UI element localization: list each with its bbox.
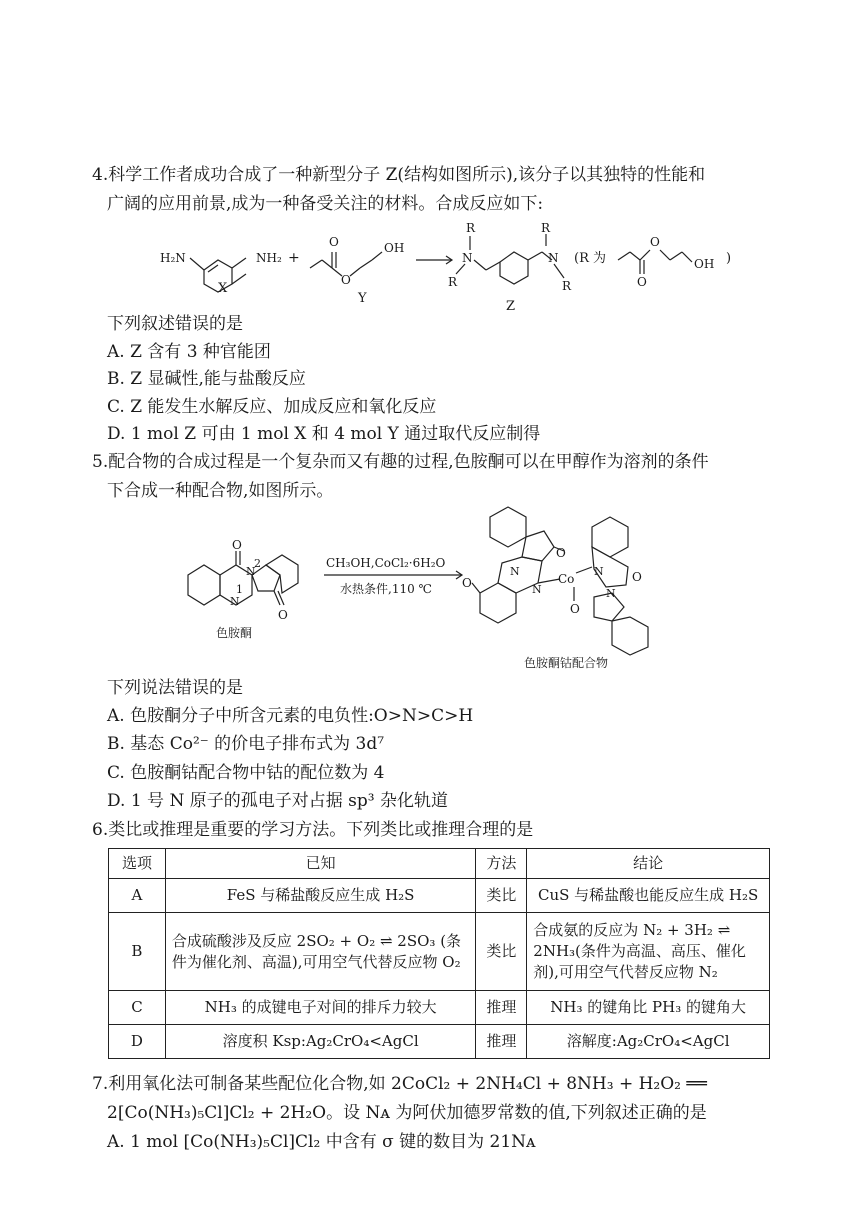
reaction-arrow-q5 bbox=[324, 571, 462, 579]
z-n1: N bbox=[462, 251, 473, 265]
q4-reaction-scheme bbox=[160, 222, 780, 314]
z-r1: R bbox=[466, 222, 476, 235]
tryptanthrin-structure bbox=[188, 551, 298, 605]
row-d-conclusion: 溶解度:Ag₂CrO₄<AgCl bbox=[527, 1025, 770, 1059]
q5-stem-line2: 下合成一种配合物,如图所示。 bbox=[107, 481, 334, 501]
row-d-method: 推理 bbox=[476, 1025, 527, 1059]
r-def-open: (R 为 bbox=[574, 251, 606, 266]
r-def-close: ) bbox=[726, 251, 732, 266]
r-carbonyl-o: O bbox=[637, 275, 647, 289]
table-row bbox=[109, 1025, 770, 1059]
table-header-row bbox=[109, 849, 770, 879]
header-option: 选项 bbox=[109, 849, 166, 879]
z-r2: R bbox=[448, 275, 458, 289]
tryptanthrin-n2-label: N bbox=[246, 565, 256, 578]
label-x: X bbox=[218, 281, 228, 296]
z-r4: R bbox=[562, 279, 572, 293]
tryptanthrin-name: 色胺酮 bbox=[216, 626, 253, 640]
complex-n2: N bbox=[532, 583, 542, 596]
r-oh: OH bbox=[694, 257, 715, 271]
complex-n4: N bbox=[606, 587, 616, 600]
nh2-label: NH₂ bbox=[256, 251, 282, 265]
row-a-option: A bbox=[109, 879, 166, 913]
table-row bbox=[109, 913, 770, 991]
q5-prompt: 下列说法错误的是 bbox=[107, 678, 243, 698]
r-ester-o: O bbox=[650, 235, 660, 249]
complex-o4: O bbox=[632, 570, 642, 584]
cobalt-complex-name: 色胺酮钴配合物 bbox=[524, 656, 609, 670]
label-y: Y bbox=[358, 291, 367, 306]
q7-stem-line2: 2[Co(NH₃)₅Cl]Cl₂ + 2H₂O。设 Nᴀ 为阿伏加德罗常数的值,下列叙述正确的是 bbox=[107, 1103, 707, 1123]
row-a-method: 类比 bbox=[476, 879, 527, 913]
num-2: 2 bbox=[254, 557, 261, 570]
q5-reaction-scheme bbox=[180, 505, 700, 675]
header-method: 方法 bbox=[476, 849, 527, 879]
row-d-option: D bbox=[109, 1025, 166, 1059]
q4-stem-line1: 4.科学工作者成功合成了一种新型分子 Z(结构如图所示),该分子以其独特的性能和 bbox=[92, 165, 706, 185]
label-z: Z bbox=[506, 299, 516, 314]
row-c-option: C bbox=[109, 991, 166, 1025]
row-b-method: 类比 bbox=[476, 913, 527, 991]
tryptanthrin-o-top: O bbox=[232, 538, 242, 552]
y-ester-o: O bbox=[341, 273, 351, 287]
q6-stem: 6.类比或推理是重要的学习方法。下列类比或推理合理的是 bbox=[92, 820, 534, 840]
num-1: 1 bbox=[236, 583, 243, 596]
row-a-conclusion: CuS 与稀盐酸也能反应生成 H₂S bbox=[527, 879, 770, 913]
q4-option-a: A. Z 含有 3 种官能团 bbox=[107, 342, 271, 362]
q5-stem-line1: 5.配合物的合成过程是一个复杂而又有趣的过程,色胺酮可以在甲醇作为溶剂的条件 bbox=[92, 452, 709, 472]
table-row bbox=[109, 879, 770, 913]
z-r3: R bbox=[541, 222, 551, 235]
plus-sign: + bbox=[288, 250, 300, 266]
q4-stem-line2: 广阔的应用前景,成为一种备受关注的材料。合成反应如下: bbox=[107, 194, 544, 214]
q5-option-d: D. 1 号 N 原子的孤电子对占据 sp³ 杂化轨道 bbox=[107, 791, 448, 811]
complex-co: Co bbox=[558, 572, 575, 586]
q7-option-a: A. 1 mol [Co(NH₃)₅Cl]Cl₂ 中含有 σ 键的数目为 21Nᴀ bbox=[107, 1132, 536, 1152]
z-n2: N bbox=[548, 251, 559, 265]
header-known: 已知 bbox=[165, 849, 475, 879]
complex-o1: O bbox=[556, 546, 566, 560]
row-b-known: 合成硫酸涉及反应 2SO₂ + O₂ ⇌ 2SO₃ (条件为催化剂、高温),可用空气代替反应物 O₂ bbox=[165, 913, 475, 991]
complex-o2: O bbox=[570, 602, 580, 616]
row-b-option: B bbox=[109, 913, 166, 991]
complex-n3: N bbox=[594, 565, 604, 578]
tryptanthrin-o-bottom: O bbox=[278, 608, 288, 622]
reagents-label: CH₃OH,CoCl₂·6H₂O bbox=[326, 556, 446, 570]
q4-option-d: D. 1 mol Z 可由 1 mol X 和 4 mol Y 通过取代反应制得 bbox=[107, 424, 541, 444]
r-group-structure bbox=[618, 250, 692, 274]
y-carbonyl-o: O bbox=[329, 235, 339, 249]
row-d-known: 溶度积 Ksp:Ag₂CrO₄<AgCl bbox=[165, 1025, 475, 1059]
complex-o3: O bbox=[462, 576, 472, 590]
tryptanthrin-n1-label: N bbox=[230, 595, 240, 608]
h2n-label: H₂N bbox=[160, 251, 186, 265]
row-c-method: 推理 bbox=[476, 991, 527, 1025]
q4-prompt: 下列叙述错误的是 bbox=[107, 314, 243, 334]
q4-option-b: B. Z 显碱性,能与盐酸反应 bbox=[107, 369, 306, 389]
q7-stem-line1: 7.利用氧化法可制备某些配位化合物,如 2CoCl₂ + 2NH₄Cl + 8NH₃ + H₂O₂ ══ bbox=[92, 1074, 707, 1094]
row-a-known: FeS 与稀盐酸反应生成 H₂S bbox=[165, 879, 475, 913]
reaction-arrow bbox=[416, 256, 452, 264]
header-conclusion: 结论 bbox=[527, 849, 770, 879]
row-c-conclusion: NH₃ 的键角比 PH₃ 的键角大 bbox=[527, 991, 770, 1025]
y-oh: OH bbox=[384, 241, 405, 255]
q5-option-c: C. 色胺酮钴配合物中钴的配位数为 4 bbox=[107, 763, 385, 783]
conditions-label: 水热条件,110 ℃ bbox=[340, 582, 432, 596]
complex-n1: N bbox=[510, 565, 520, 578]
q5-option-b: B. 基态 Co²⁻ 的价电子排布式为 3d⁷ bbox=[107, 734, 385, 754]
q4-option-c: C. Z 能发生水解反应、加成反应和氧化反应 bbox=[107, 397, 437, 417]
table-row bbox=[109, 991, 770, 1025]
q6-table bbox=[108, 848, 770, 1059]
row-b-conclusion: 合成氨的反应为 N₂ + 3H₂ ⇌ 2NH₃(条件为高温、高压、催化剂),可用空气代替反应物 N₂ bbox=[527, 913, 770, 991]
row-c-known: NH₃ 的成键电子对间的排斥力较大 bbox=[165, 991, 475, 1025]
q5-option-a: A. 色胺酮分子中所含元素的电负性:O>N>C>H bbox=[107, 706, 474, 726]
